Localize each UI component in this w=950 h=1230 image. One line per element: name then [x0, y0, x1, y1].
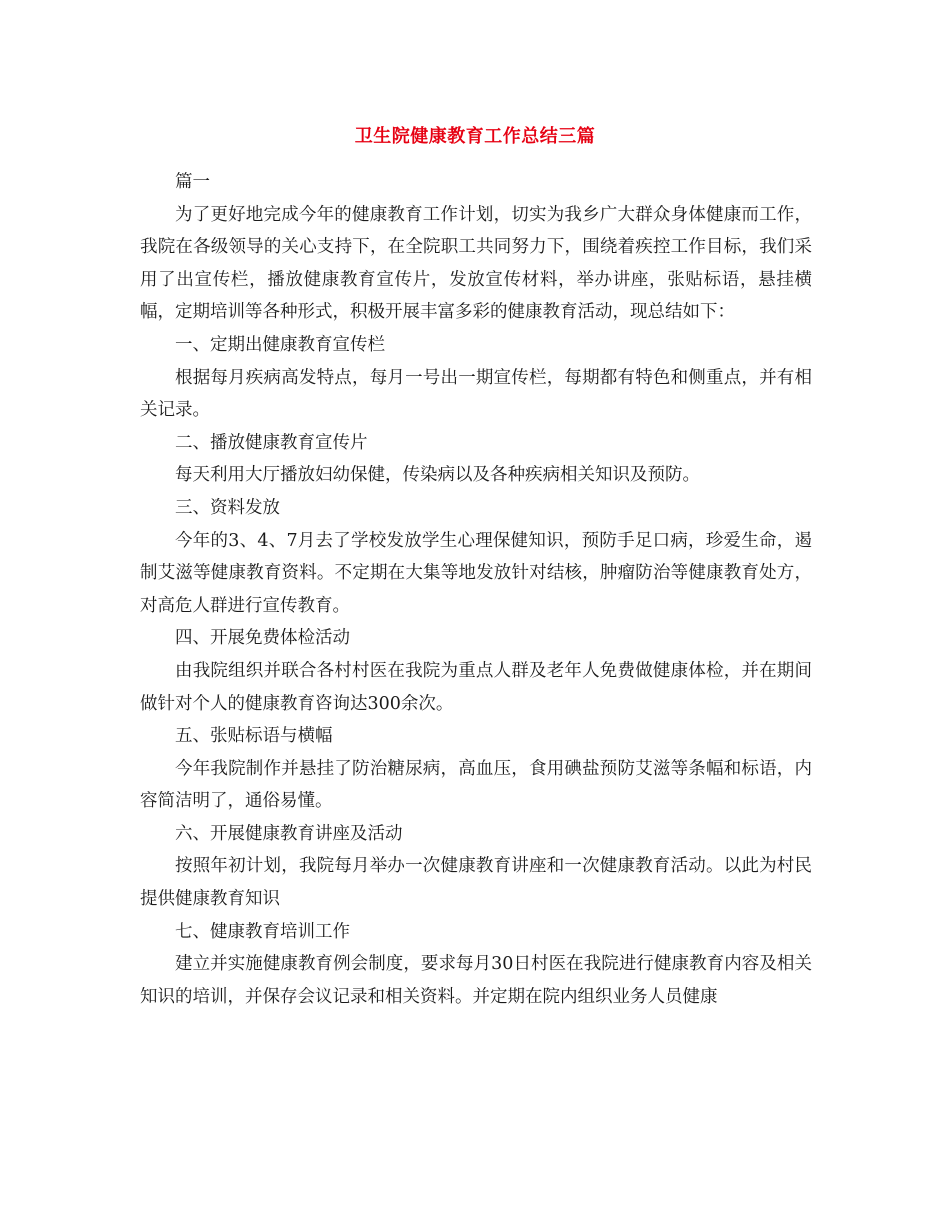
section-heading: 二、播放健康教育宣传片: [175, 432, 368, 453]
paragraph: 建立并实施健康教育例会制度，要求每月30日村医在我院进行健康教育内容及相关知识的培训，并保存会议记录和相关资料。并定期在院内组织业务人员健康: [140, 954, 812, 1007]
section-heading: 五、张贴标语与横幅: [175, 726, 333, 747]
section-heading: 一、定期出健康教育宣传栏: [175, 334, 385, 355]
section-heading: 三、资料发放: [175, 497, 280, 518]
paragraph: 篇一: [175, 172, 210, 192]
paragraph: 按照年初计划，我院每月举办一次健康教育讲座和一次健康教育活动。以此为村民提供健康教育知识: [140, 856, 812, 910]
paragraph: 今年我院制作并悬挂了防治糖尿病，高血压，食用碘盐预防艾滋等条幅和标语，内容简洁明了，通俗易懂。: [140, 758, 812, 812]
paragraph: 今年的3、4、7月去了学校发放学生心理保健知识，预防手足口病，珍爱生命，遏制艾滋等健康教育资料。不定期在大集等地发放针对结核，肿瘤防治等健康教育处方，对高危人群进行宣传教育。: [140, 530, 812, 616]
document-body: [140, 166, 812, 1013]
paragraph: 为了更好地完成今年的健康教育工作计划，切实为我乡广大群众身体健康而工作，我院在各级领导的关心支持下，在全院职工共同努力下，围绕着疾控工作目标，我们采用了出宣传栏，播放健康教育宣传片，发放宣传材料，举办讲座，张贴标语，悬挂横幅，定期培训等各种形式，积极开展丰富多彩的健康教育活动，现总结如下：: [140, 204, 812, 323]
paragraph: 根据每月疾病高发特点，每月一号出一期宣传栏，每期都有特色和侧重点，并有相关记录。: [140, 367, 812, 421]
section-heading: 四、开展免费体检活动: [175, 628, 350, 649]
paragraph: 每天利用大厅播放妇幼保健，传染病以及各种疾病相关知识及预防。: [175, 465, 700, 486]
section-heading: 七、健康教育培训工作: [175, 921, 350, 942]
section-heading: 六、开展健康教育讲座及活动: [175, 823, 403, 844]
document-title: 卫生院健康教育工作总结三篇: [354, 126, 596, 147]
paragraph: 由我院组织并联合各村村医在我院为重点人群及老年人免费做健康体检，并在期间做针对个人的健康教育咨询达300余次。: [140, 660, 812, 714]
